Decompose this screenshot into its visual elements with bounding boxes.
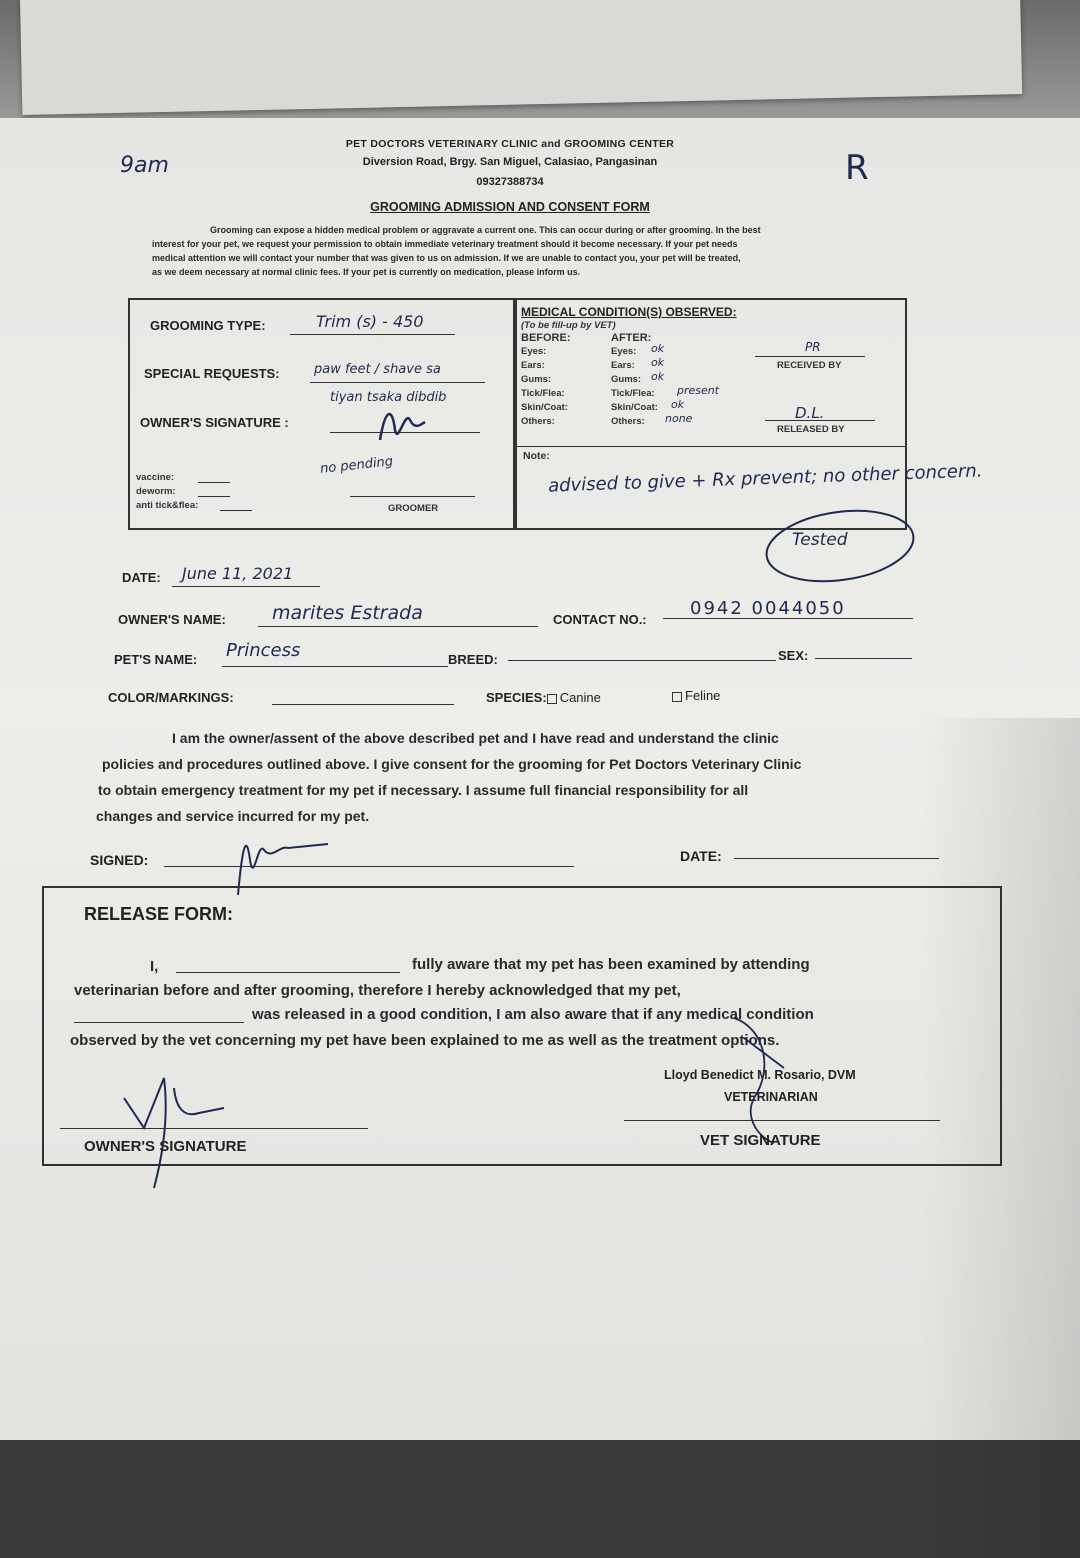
pet-name-value: Princess xyxy=(226,640,301,661)
before-list xyxy=(521,346,568,430)
tick-flea-label: anti tick&flea: xyxy=(136,500,199,511)
color-markings-label: COLOR/MARKINGS: xyxy=(108,690,234,705)
after-label: AFTER: xyxy=(611,332,652,344)
canine-checkbox[interactable] xyxy=(547,694,557,704)
feline-option-wrap xyxy=(672,688,720,703)
consent-line-4: changes and service incurred for my pet. xyxy=(96,808,370,824)
note-value: advised to give + Rx prevent; no other concern. xyxy=(547,460,983,497)
vet-title: VETERINARIAN xyxy=(724,1090,818,1104)
tick-flea-line xyxy=(220,510,252,511)
consent-line-2: policies and procedures outlined above. I give consent for the grooming for Pet Doctors Veterinary Clinic xyxy=(102,756,802,772)
breed-line xyxy=(508,660,776,661)
before-row: Skin/Coat: xyxy=(521,402,568,413)
signed-line xyxy=(164,866,574,867)
intro-line-3: medical attention we will contact your number that was given to us on admission. If we are unable to contact you, your pet will be treated, xyxy=(152,253,741,263)
after-row: Eyes: xyxy=(611,346,637,357)
vet-signature-line xyxy=(624,1120,940,1121)
after-value: ok xyxy=(651,342,665,355)
sex-line xyxy=(815,658,912,659)
date-line xyxy=(172,586,320,587)
before-row: Gums: xyxy=(521,374,552,385)
released-by-line xyxy=(765,420,875,421)
after-row: Gums: xyxy=(611,374,642,385)
after-value: ok xyxy=(651,370,665,383)
received-by-label: RECEIVED BY xyxy=(777,360,842,371)
before-row: Ears: xyxy=(521,360,545,371)
released-by-value: D.L. xyxy=(795,404,825,422)
clinic-name: PET DOCTORS VETERINARY CLINIC and GROOMING CENTER xyxy=(345,138,675,150)
vaccine-label: vaccine: xyxy=(136,472,175,483)
before-label: BEFORE: xyxy=(521,332,571,344)
received-by-value: PR xyxy=(805,340,821,354)
deworm-line xyxy=(198,496,230,497)
consent-line-3: to obtain emergency treatment for my pet if necessary. I assume full financial responsibility for all xyxy=(98,782,749,798)
handwritten-mark: R xyxy=(845,148,869,188)
after-row: Others: xyxy=(611,416,645,427)
note-label: Note: xyxy=(523,450,550,462)
intro-line-2: interest for your pet, we request your permission to obtain immediate veterinary treatment should it become necessary. If your pet needs xyxy=(152,239,738,249)
grooming-type-line xyxy=(290,334,455,335)
special-requests-value-1: paw feet / shave sa xyxy=(314,362,441,377)
species-label xyxy=(486,690,601,705)
vet-signature xyxy=(714,1008,804,1148)
tested-note: Tested xyxy=(792,530,848,550)
after-row: Skin/Coat: xyxy=(611,402,658,413)
deworm-label: deworm: xyxy=(136,486,176,497)
vet-name: Lloyd Benedict M. Rosario, DVM xyxy=(664,1068,856,1082)
before-row: Others: xyxy=(521,416,555,427)
groomer-line xyxy=(350,496,475,497)
special-requests-value-2: tiyan tsaka dibdib xyxy=(330,390,447,405)
clinic-address: Diversion Road, Brgy. San Miguel, Calasiao, Pangasinan xyxy=(362,156,658,168)
release-title: RELEASE FORM: xyxy=(84,904,234,924)
form-paper xyxy=(0,118,1080,1440)
owner-release-label: OWNER'S SIGNATURE xyxy=(84,1138,247,1155)
owner-release-line xyxy=(60,1128,368,1129)
received-by-line xyxy=(755,356,865,357)
after-value: ok xyxy=(671,398,685,411)
breed-label: BREED: xyxy=(448,652,498,667)
release-name-line xyxy=(176,972,400,973)
grooming-type-label: GROOMING TYPE: xyxy=(150,318,266,333)
grooming-type-value: Trim (s) - 450 xyxy=(316,312,424,331)
date-label: DATE: xyxy=(122,570,161,585)
pet-name-line xyxy=(222,666,448,667)
signed-label: SIGNED: xyxy=(90,852,149,868)
form-title: GROOMING ADMISSION AND CONSENT FORM xyxy=(370,200,650,214)
after-row: Ears: xyxy=(611,360,635,371)
vaccine-line xyxy=(198,482,230,483)
groomer-note: no pending xyxy=(319,454,394,477)
medical-title: MEDICAL CONDITION(S) OBSERVED: xyxy=(521,305,737,319)
owner-signature-label: OWNER'S SIGNATURE : xyxy=(140,415,289,430)
intro-line-1: Grooming can expose a hidden medical problem or aggravate a current one. This can occur during or after grooming. In the best xyxy=(210,225,761,235)
released-by-label: RELEASED BY xyxy=(777,424,845,435)
owner-name-value: marites Estrada xyxy=(272,602,423,624)
intro-line-4: as we deem necessary at normal clinic fees. If your pet is currently on medication, please inform us. xyxy=(152,267,581,277)
medical-subtitle: (To be fill-up by VET) xyxy=(521,320,616,331)
owner-signature-mark xyxy=(370,400,430,450)
signed-date-label: DATE: xyxy=(680,848,722,864)
after-value: ok xyxy=(651,356,665,369)
consent-line-1: I am the owner/assent of the above described pet and I have read and understand the clinic xyxy=(172,730,779,746)
special-requests-label: SPECIAL REQUESTS: xyxy=(144,366,280,381)
owner-name-label: OWNER'S NAME: xyxy=(118,612,226,627)
pet-name-label: PET'S NAME: xyxy=(114,652,198,667)
release-line-1: fully aware that my pet has been examined by attending xyxy=(412,956,810,973)
after-row: Tick/Flea: xyxy=(611,388,655,399)
vet-signature-label: VET SIGNATURE xyxy=(700,1132,821,1149)
clinic-phone: 09327388734 xyxy=(476,176,544,188)
feline-checkbox[interactable] xyxy=(672,692,682,702)
signed-date-line xyxy=(734,858,939,859)
release-form-box xyxy=(42,886,1002,1166)
contact-label: CONTACT NO.: xyxy=(553,612,647,627)
after-value: present xyxy=(677,384,720,397)
owner-name-line xyxy=(258,626,538,627)
contact-value: 0942 0044050 xyxy=(690,598,846,619)
sex-label: SEX: xyxy=(778,648,809,663)
note-divider xyxy=(515,446,905,447)
date-value: June 11, 2021 xyxy=(182,564,294,583)
special-requests-line xyxy=(310,382,485,383)
grooming-box xyxy=(128,298,517,530)
before-row: Eyes: xyxy=(521,346,547,357)
before-row: Tick/Flea: xyxy=(521,388,565,399)
after-values xyxy=(651,342,719,426)
release-line-3: was released in a good condition, I am also aware that if any medical condition xyxy=(252,1006,814,1023)
release-line-4: observed by the vet concerning my pet have been explained to me as well as the treatment options. xyxy=(70,1032,780,1049)
after-value: none xyxy=(665,412,693,425)
release-line-2: veterinarian before and after grooming, therefore I hereby acknowledged that my pet, xyxy=(74,982,681,999)
groomer-label: GROOMER xyxy=(388,503,439,514)
color-markings-line xyxy=(272,704,454,705)
release-i: I, xyxy=(150,958,159,975)
canine-option: Canine xyxy=(559,690,601,705)
shadow-overlay xyxy=(920,718,1080,1558)
handwritten-time: 9am xyxy=(120,153,169,178)
feline-option: Feline xyxy=(685,688,721,703)
release-pet-line xyxy=(74,1022,244,1023)
species-label-text: SPECIES: xyxy=(486,690,547,705)
